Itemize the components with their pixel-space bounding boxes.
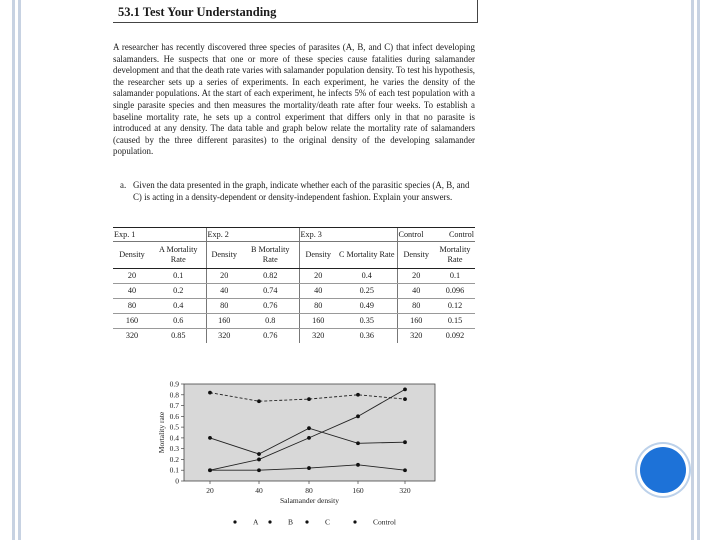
table-cell: 80 bbox=[206, 299, 242, 314]
data-point-control bbox=[403, 468, 407, 472]
table-cell: 160 bbox=[113, 314, 151, 329]
table-cell: 320 bbox=[206, 329, 242, 344]
table-row bbox=[113, 299, 475, 314]
column-header: B Mortality Rate bbox=[242, 242, 299, 269]
group-header: Control bbox=[397, 228, 435, 242]
table-cell: 0.74 bbox=[242, 284, 299, 299]
data-point-b bbox=[208, 391, 212, 395]
y-tick-label: 0.7 bbox=[169, 401, 179, 411]
data-point-a bbox=[403, 387, 407, 391]
group-header: Exp. 2 bbox=[206, 228, 299, 242]
column-header: Density bbox=[113, 242, 151, 269]
y-tick-label: 0.3 bbox=[169, 444, 179, 454]
table-row bbox=[113, 284, 475, 299]
table-cell: 0.2 bbox=[151, 284, 206, 299]
mortality-chart bbox=[155, 378, 440, 528]
data-point-a bbox=[356, 414, 360, 418]
table-cell: 0.092 bbox=[445, 331, 465, 341]
table-cell: 80 bbox=[299, 299, 337, 314]
column-header: Mortality Rate bbox=[435, 242, 475, 269]
column-header: A Mortality Rate bbox=[151, 242, 206, 269]
table-cell: 320 bbox=[397, 329, 435, 344]
legend-marker-b bbox=[268, 520, 271, 523]
table-cell: 20 bbox=[113, 269, 151, 284]
table-cell: 0.35 bbox=[337, 314, 397, 329]
table-row bbox=[113, 314, 475, 329]
table-cell: 0.1 bbox=[435, 269, 475, 284]
table-cell: 320 bbox=[299, 329, 337, 344]
data-point-b bbox=[257, 399, 261, 403]
legend-marker-control bbox=[353, 520, 356, 523]
table-cell: 0.8 bbox=[242, 314, 299, 329]
group-header: Control bbox=[435, 228, 475, 242]
data-point-a bbox=[257, 458, 261, 462]
column-header: Density bbox=[299, 242, 337, 269]
column-header: C Mortality Rate bbox=[337, 242, 397, 269]
y-tick-label: 0 bbox=[175, 476, 179, 486]
group-header: Exp. 1 bbox=[113, 228, 206, 242]
table-cell: 160 bbox=[206, 314, 242, 329]
table-cell: 0.36 bbox=[359, 331, 374, 341]
table-cell: 160 bbox=[397, 314, 435, 329]
table-cell: 0.85 bbox=[171, 331, 186, 341]
legend-label-control: Control bbox=[373, 517, 396, 527]
legend-label-a: A bbox=[253, 517, 259, 527]
right-frame-rail bbox=[697, 0, 700, 540]
table-cell: 0.4 bbox=[337, 269, 397, 284]
table-cell: 80 bbox=[113, 299, 151, 314]
table-cell: 0.49 bbox=[337, 299, 397, 314]
x-tick-label: 40 bbox=[255, 486, 263, 495]
data-point-control bbox=[356, 463, 360, 467]
section-title: 53.1 Test Your Understanding bbox=[118, 5, 277, 19]
data-point-control bbox=[257, 468, 261, 472]
column-header: Density bbox=[397, 242, 435, 269]
legend-marker-a bbox=[233, 520, 236, 523]
legend-label-c: C bbox=[325, 517, 331, 527]
data-point-control bbox=[208, 468, 212, 472]
data-point-c bbox=[307, 426, 311, 430]
x-tick-label: 20 bbox=[206, 486, 214, 495]
table-cell: 20 bbox=[299, 269, 337, 284]
legend-marker-c bbox=[305, 520, 308, 523]
table-cell: 0.096 bbox=[435, 284, 475, 299]
y-tick-label: 0.1 bbox=[169, 465, 179, 475]
data-table bbox=[113, 227, 475, 343]
group-header: Exp. 3 bbox=[299, 228, 397, 242]
table-cell: 40 bbox=[113, 284, 151, 299]
x-tick-label: 320 bbox=[399, 486, 411, 495]
y-tick-label: 0.9 bbox=[169, 379, 179, 389]
textbook-page bbox=[113, 0, 478, 342]
left-frame-rail bbox=[12, 0, 15, 540]
table-cell: 0.6 bbox=[151, 314, 206, 329]
table-cell: 40 bbox=[397, 284, 435, 299]
data-point-c bbox=[208, 436, 212, 440]
data-point-control bbox=[307, 466, 311, 470]
x-axis-title: Salamander density bbox=[280, 496, 339, 505]
intro-paragraph: A researcher has recently discovered three species of parasites (A, B, and C) that infect developing salamanders. He suspects that one or more of these species cause fatalities during salamander development and that the death rate varies with salamander population density. To test his hypothesis, the researcher sets up a series of experiments. In each experiment, he varies the density of the salamander populations. At the start of each experiment, he infects 5% of each test population with a single parasite species and then measures the mortality/death rate after four weeks. To establish a baseline mortality rate, he sets up a control experiment that differs only in that no parasite is introduced at any density. The data table and graph below relate the mortality rate of salamanders (caused by the three different parasites) to the original density of the developing salamander population. bbox=[113, 42, 475, 157]
y-tick-label: 0.6 bbox=[169, 411, 179, 421]
table-cell: 40 bbox=[299, 284, 337, 299]
table-row bbox=[113, 329, 475, 344]
table-cell: 0.25 bbox=[337, 284, 397, 299]
x-tick-label: 80 bbox=[305, 486, 313, 495]
table-cell: 0.76 bbox=[242, 299, 299, 314]
y-axis-title: Mortality rate bbox=[157, 411, 166, 454]
y-tick-label: 0.8 bbox=[169, 390, 179, 400]
table-row bbox=[113, 269, 475, 284]
legend-label-b: B bbox=[288, 517, 294, 527]
table-cell: 80 bbox=[397, 299, 435, 314]
table-cell: 0.82 bbox=[242, 269, 299, 284]
y-tick-label: 0.4 bbox=[169, 433, 179, 443]
table-cell: 0.12 bbox=[435, 299, 475, 314]
table-cell: 0.4 bbox=[151, 299, 206, 314]
data-point-c bbox=[356, 441, 360, 445]
left-frame-rail-inner bbox=[18, 0, 21, 540]
question-label: a. bbox=[120, 180, 127, 190]
table-cell: 320 bbox=[125, 331, 139, 341]
table-cell: 0.1 bbox=[151, 269, 206, 284]
right-frame-rail-inner bbox=[691, 0, 694, 540]
data-point-b bbox=[403, 397, 407, 401]
question-text: Given the data presented in the graph, indicate whether each of the parasitic species (A, B, and C) is acting in a density-dependent or density-independent fashion. Explain your answers. bbox=[133, 180, 470, 202]
slide-decoration-circle bbox=[640, 447, 686, 493]
x-tick-label: 160 bbox=[352, 486, 364, 495]
table-cell: 20 bbox=[206, 269, 242, 284]
data-point-b bbox=[356, 393, 360, 397]
table-cell: 20 bbox=[397, 269, 435, 284]
data-point-a bbox=[307, 436, 311, 440]
table-cell: 160 bbox=[299, 314, 337, 329]
question-a bbox=[120, 180, 475, 203]
data-point-b bbox=[307, 397, 311, 401]
table-cell: 40 bbox=[206, 284, 242, 299]
table-cell: 0.76 bbox=[263, 331, 278, 341]
data-point-c bbox=[257, 452, 261, 456]
data-point-c bbox=[403, 440, 407, 444]
y-tick-label: 0.5 bbox=[169, 422, 179, 432]
y-tick-label: 0.2 bbox=[169, 454, 179, 464]
column-header: Density bbox=[206, 242, 242, 269]
table-cell: 0.15 bbox=[435, 314, 475, 329]
section-header bbox=[113, 0, 478, 23]
